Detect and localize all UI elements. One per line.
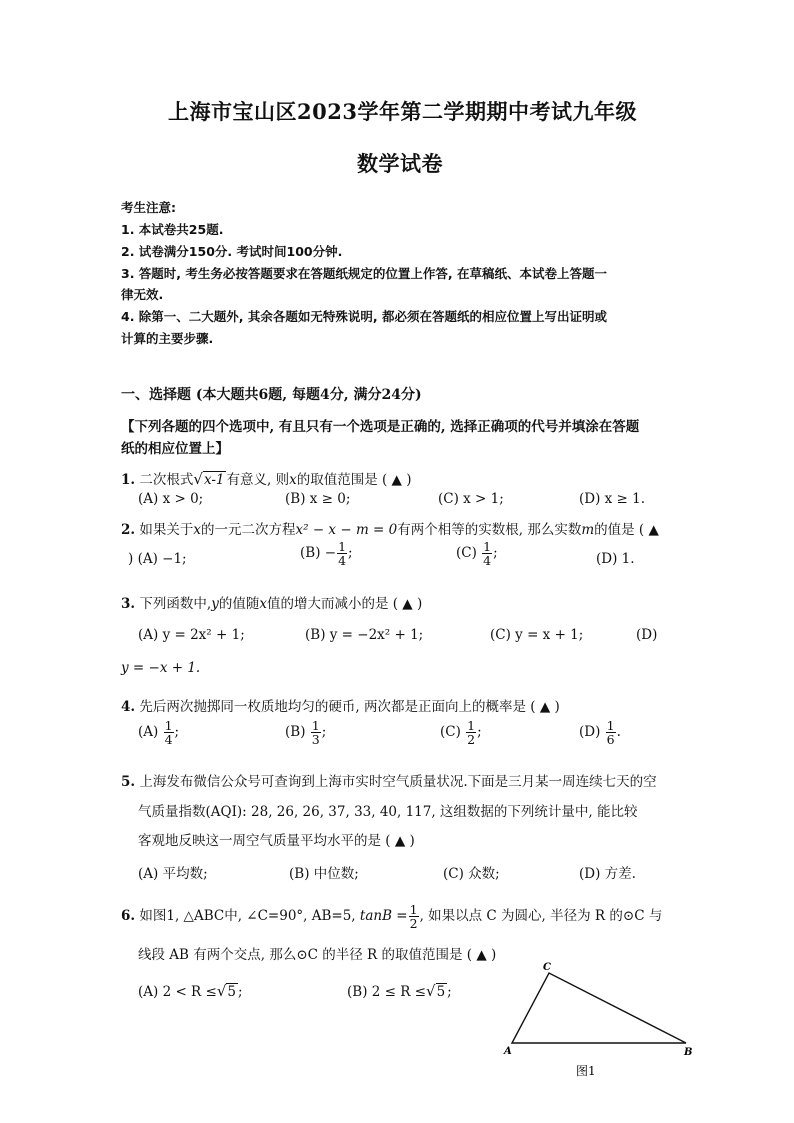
- triangle: [512, 973, 686, 1043]
- fraction: $\frac{1}{4}$: [338, 539, 347, 568]
- option-d: (D) 1.: [596, 551, 635, 567]
- section-instruction: 【下列各题的四个选项中, 有且只有一个选项是正确的, 选择正确项的代号并填涂在答题: [121, 419, 640, 435]
- option-b: (B) y = −2x² + 1;: [305, 627, 424, 643]
- vertex-label-b: B: [684, 1047, 693, 1058]
- option-b: (B) 中位数;: [289, 866, 359, 882]
- option-c: (C) y = x + 1;: [490, 627, 584, 643]
- option-b: (B) x ≥ 0;: [285, 491, 351, 507]
- option-a: (A) 平均数;: [138, 866, 208, 882]
- option-a: ) (A) −1;: [128, 551, 187, 567]
- question-1: 1. 二次根式√x-1 有意义, 则x的取值范围是 ( ▲ ): [121, 470, 412, 488]
- question-5-line: 客观地反映这一周空气质量平均水平的是 ( ▲ ): [138, 833, 415, 849]
- question-number: 6.: [121, 908, 136, 924]
- fraction: $\frac{1}{2}$: [409, 902, 418, 931]
- fraction: $\frac{1}{4}$: [164, 718, 173, 747]
- question-number: 2.: [121, 522, 136, 538]
- notice-item: 1. 本试卷共25题.: [121, 222, 224, 237]
- question-number: 5.: [121, 774, 136, 790]
- paper-title-line2: 数学试卷: [357, 151, 443, 176]
- option-d: (D) x ≥ 1.: [579, 491, 646, 507]
- option-c: (C) $\frac{1}{2}$ ;: [440, 718, 482, 747]
- vertex-label-c: C: [543, 962, 551, 973]
- question-5-line: 气质量指数(AQI): 28, 26, 26, 37, 33, 40, 117, 这组数据的下列统计量中, 能比较: [138, 804, 638, 820]
- radical-sign: √: [193, 470, 203, 488]
- option-a: (A) x > 0;: [138, 491, 204, 507]
- vertex-label-a: A: [504, 1046, 512, 1057]
- figure-caption: 图1: [576, 1064, 596, 1078]
- notice-item: 律无效.: [121, 287, 164, 302]
- question-4: 4. 先后两次抛掷同一枚质地均匀的硬币, 两次都是正面向上的概率是 ( ▲ ): [121, 699, 560, 715]
- option-b: (B) − $\frac{1}{4}$ ;: [300, 539, 353, 568]
- option-a: (A) $\frac{1}{4}$ ;: [138, 718, 180, 747]
- option-d-label: (D): [636, 627, 658, 643]
- option-c: (C) $\frac{1}{4}$ ;: [456, 539, 498, 568]
- question-2: 2. 如果关于x的一元二次方程x² − x − m = 0有两个相等的实数根, 那么实数m的值是 ( ▲: [121, 522, 659, 538]
- question-number: 1.: [121, 472, 136, 488]
- fraction: $\frac{1}{2}$: [467, 718, 476, 747]
- option-c: (C) x > 1;: [438, 491, 504, 507]
- question-6-line: 线段 AB 有两个交点, 那么⊙C 的半径 R 的取值范围是 ( ▲ ): [138, 947, 497, 963]
- notice-item: 4. 除第一、二大题外, 其余各题如无特殊说明, 都必须在答题纸的相应位置上写出证明或: [121, 309, 608, 324]
- option-b: (B) $\frac{1}{3}$ ;: [285, 718, 327, 747]
- notice-item: 2. 试卷满分150分. 考试时间100分钟.: [121, 244, 343, 259]
- section-instruction: 纸的相应位置上】: [121, 441, 229, 457]
- notice-item: 3. 答题时, 考生务必按答题要求在答题纸规定的位置上作答, 在草稿纸、本试卷上答题一: [121, 266, 608, 281]
- paper-title-line1: 上海市宝山区2023学年第二学期期中考试九年级: [168, 99, 637, 124]
- option-a: (A) y = 2x² + 1;: [138, 627, 245, 643]
- equation: x² − x − m = 0: [295, 522, 398, 538]
- notice-heading: 考生注意:: [121, 200, 176, 215]
- fraction: $\frac{1}{6}$: [606, 718, 615, 747]
- question-3: 3. 下列函数中,y的值随x值的增大而减小的是 ( ▲ ): [121, 596, 423, 612]
- notice-item: 计算的主要步骤.: [121, 331, 214, 346]
- option-b: (B) 2 ≤ R ≤√5 ;: [347, 982, 452, 1000]
- section-title: 一、选择题 (本大题共6题, 每题4分, 满分24分): [121, 387, 422, 403]
- option-d: y = −x + 1.: [121, 660, 201, 676]
- question-number: 3.: [121, 596, 136, 612]
- option-d: (D) 方差.: [579, 866, 636, 882]
- figure-triangle-abc: [500, 958, 705, 1083]
- question-6: 6. 如图1, △ABC中, ∠C=90°, AB=5, tanB = $\frac{1}{2}$ , 如果以点 C 为圆心, 半径为 R 的⊙C 与: [121, 902, 663, 931]
- fraction: $\frac{1}{3}$: [311, 718, 320, 747]
- option-d: (D) $\frac{1}{6}$ .: [579, 718, 621, 747]
- option-c: (C) 众数;: [443, 866, 500, 882]
- option-a: (A) 2 < R ≤√5 ;: [138, 982, 243, 1000]
- question-number: 4.: [121, 699, 136, 715]
- question-5: 5. 上海发布微信公众号可查询到上海市实时空气质量状况.下面是三月某一周连续七天的空: [121, 774, 657, 790]
- fraction: $\frac{1}{4}$: [483, 539, 492, 568]
